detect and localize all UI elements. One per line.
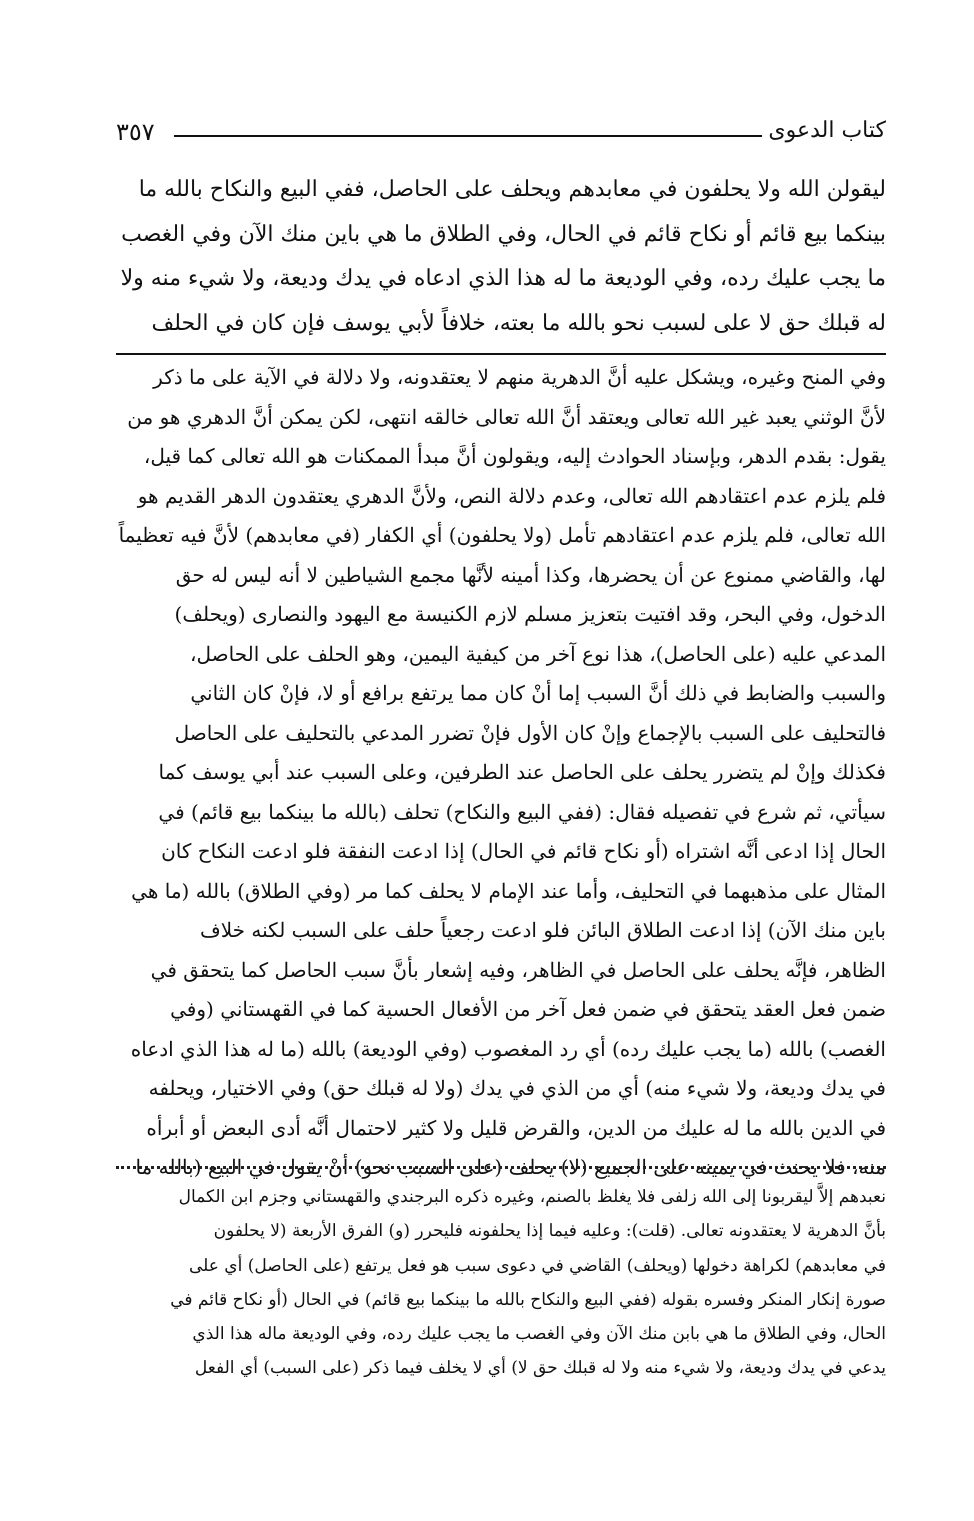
commentary-line: فكذلك وإنْ لم يتضرر يحلف على الحاصل عند الطرفين، وعلى السبب عند أبي يوسف كما [158,760,886,784]
footnote-line: يدعي في يدك وديعة، ولا شيء منه ولا له قبلك حق لا) أي لا يخلف فيما ذكر (على السبب) أي الفعل [194,1358,886,1379]
commentary-line: الدخول، وفي البحر، وقد افتيت بتعزيز مسلم لازم الكنيسة مع اليهود والنصارى (ويحلف) [174,602,886,626]
commentary-line: المدعي عليه (على الحاصل)، هذا نوع آخر من كيفية اليمين، وهو الحلف على الحاصل، [190,641,886,666]
commentary-line: فلم يلزم عدم اعتقادهم الله تعالى، وعدم دلالة النص، ولأنَّ الدهري يعتقدون الدهر القديم هو [137,483,886,508]
commentary-line: منه، فلا يحنث في يمينه على الجميع (لا) يحلف (على السبب نحو) أنْ يقول في البيع (بالله ما [135,1155,886,1179]
page-number: ٣٥٧ [116,118,155,146]
footnote-line: الحال، وفي الطلاق ما هي بابن منك الآن وفي الغصب ما يجب عليك رده، وفي الوديعة ماله هذا الذي [192,1324,886,1345]
commentary-line: سيأتي، ثم شرع في تفصيله فقال: (ففي البيع والنكاح) تحلف (بالله ما بينكما بيع قائم) في [158,799,886,824]
header-rule [174,135,762,137]
section-divider [116,353,886,355]
commentary-line: والسبب والضابط في ذلك أنَّ السبب إما أنْ كان مما يرتفع برافع أو لا، فإنْ كان الثاني [190,681,886,705]
footnote-line: صورة إنكار المنكر وفسره بقوله (ففي البيع والنكاح بالله ما بينكما بيع قائم) في الحال (أو نكاح قائم في [170,1289,886,1310]
commentary-line: وفي المنح وغيره، ويشكل عليه أنَّ الدهرية منهم لا يعتقدونه، ولا دلالة في الآية على ما ذكر [153,365,886,389]
commentary [116,358,886,1188]
commentary-line: الظاهر، فإنَّه يحلف على الحاصل في الظاهر، وفيه إشعار بأنَّ سبب الحاصل كما يتحقق في [150,957,886,982]
commentary-line: المثال على مذهبهما في التحليف، وأما عند الإمام لا يحلف كما مر (وفي الطلاق) بالله (ما هي [131,878,886,903]
main-text-line: ليقولن الله ولا يحلفون في معابدهم ويحلف على الحاصل، ففي البيع والنكاح بالله ما [138,177,886,202]
commentary-line: لأنَّ الوثني يعبد غير الله تعالى ويعتقد أنَّ الله تعالى خالقه انتهى، لكن يمكن أنَّ الدهري هو من [127,404,886,429]
commentary-line: الله تعالى، فلم يلزم عدم اعتقادهم تأمل (ولا يحلفون) أي الكفار (في معابدهم) لأنَّ فيه تعظيماً [118,523,886,547]
book-title: كتاب الدعوى [768,118,886,143]
footnote-line: بأنَّ الدهرية لا يعتقدونه تعالى. (قلت): وعليه فيما إذا يحلفونه فليحرر (و) الفرق الأربعة (لا يحلفون [213,1221,886,1242]
main-text [116,168,886,346]
footnote-divider [116,1166,886,1169]
commentary-line: لها، والقاضي ممنوع عن أن يحضرها، وكذا أمينه لأنَّها مجمع الشياطين لا أنه ليس له حق [175,562,886,587]
footnote-line: نعبدهم إلاَّ ليقربونا إلى الله زلفى فلا يغلظ بالصنم، وغيره ذكره البرجندي والقهستاني وجزم ابن الكمال [178,1187,886,1207]
commentary-line: ضمن فعل العقد يتحقق في ضمن فعل آخر من الأفعال الحسية كما في القهستاني (وفي [170,997,886,1021]
footnote [116,1180,886,1386]
commentary-line: باين منك الآن) إذا ادعت الطلاق البائن فلو ادعت رجعياً حلف على السبب لكنه خلاف [200,918,886,942]
main-text-line: بينكما بيع قائم أو نكاح قائم في الحال، وفي الطلاق ما هي باين منك الآن وفي الغصب [121,221,886,247]
commentary-line: فالتحليف على السبب بالإجماع وإنْ كان الأول فإنْ تضرر المدعي بالتحليف على الحاصل [174,720,886,745]
commentary-line: في يدك وديعة، ولا شيء منه) أي من الذي في يدك (ولا له قبلك حق) وفي الاختيار، ويحلفه [148,1076,886,1100]
main-text-line: له قبلك حق لا على لسبب نحو بالله ما بعته، خلافاً لأبي يوسف فإن كان في الحلف [151,310,886,336]
main-text-line: ما يجب عليك رده، وفي الوديعة ما له هذا الذي ادعاه في يدك وديعة، ولا شيء منه ولا [120,266,886,291]
commentary-line: الغصب) بالله (ما يجب عليك رده) أي رد المغصوب (وفي الوديعة) بالله (ما له هذا الذي ادعاه [130,1036,886,1061]
page-header [116,110,886,154]
commentary-line: يقول: بقدم الدهر، وبإسناد الحوادث إليه، ويقولون أنَّ مبدأ الممكنات هو الله تعالى كما قيل، [143,444,886,468]
commentary-line: الحال إذا ادعى أنَّه اشتراه (أو نكاح قائم في الحال) إذا ادعت النفقة فلو ادعت النكاح كان [161,839,886,863]
footnote-line: في معابدهم) لكراهة دخولها (ويحلف) القاضي في دعوى سبب هو فعل يرتفع (على الحاصل) أي على [188,1255,886,1276]
commentary-line: في الدين بالله ما له عليك من الدين، والقرض قليل ولا كثير لاحتمال أنَّه أدى البعض أو أبرأه [146,1115,886,1140]
